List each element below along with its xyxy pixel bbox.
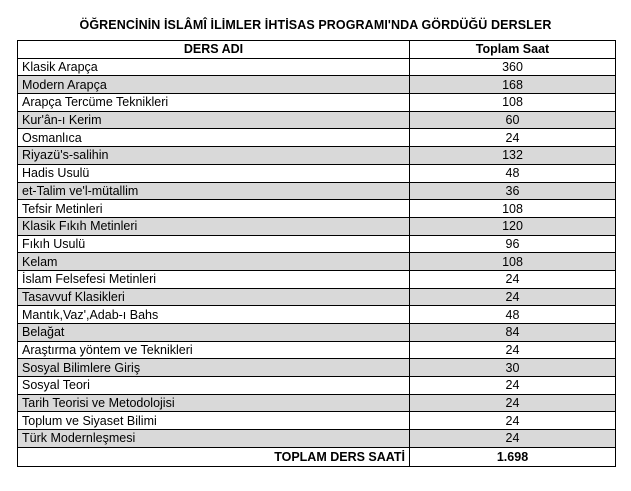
course-hours-cell: 24 [410, 270, 616, 288]
total-hours: 1.698 [410, 447, 616, 466]
table-row [18, 217, 616, 235]
course-hours-cell: 36 [410, 182, 616, 200]
course-name-cell: Klasik Arapça [18, 58, 410, 76]
course-name-cell: Arapça Tercüme Teknikleri [18, 94, 410, 112]
course-name-cell: Riyazü's-salihin [18, 147, 410, 165]
table-row [18, 324, 616, 342]
document-title: ÖĞRENCİNİN İSLÂMÎ İLİMLER İHTİSAS PROGRAMI'NDA GÖRDÜĞÜ DERSLER [79, 18, 552, 32]
course-hours-cell: 108 [410, 200, 616, 218]
table-row [18, 341, 616, 359]
course-hours-cell: 24 [410, 288, 616, 306]
table-row [18, 377, 616, 395]
course-hours-cell: 168 [410, 76, 616, 94]
course-name-cell: Hadis Usulü [18, 164, 410, 182]
course-name-cell: Sosyal Teori [18, 377, 410, 395]
course-name-cell: İslam Felsefesi Metinleri [18, 270, 410, 288]
course-hours-cell: 30 [410, 359, 616, 377]
course-name-cell: Tarih Teorisi ve Metodolojisi [18, 394, 410, 412]
table-row [18, 147, 616, 165]
course-hours-cell: 84 [410, 324, 616, 342]
course-hours-cell: 108 [410, 94, 616, 112]
course-name-cell: Modern Arapça [18, 76, 410, 94]
table-row [18, 111, 616, 129]
course-name-cell: Klasik Fıkıh Metinleri [18, 217, 410, 235]
table-row [18, 394, 616, 412]
course-hours-cell: 48 [410, 164, 616, 182]
table-row [18, 164, 616, 182]
course-hours-cell: 132 [410, 147, 616, 165]
course-name-cell: Kelam [18, 253, 410, 271]
table-row [18, 182, 616, 200]
course-name-cell: Belağat [18, 324, 410, 342]
course-rows [18, 58, 616, 447]
course-hours-cell: 24 [410, 129, 616, 147]
course-hours-cell: 60 [410, 111, 616, 129]
table-row [18, 129, 616, 147]
course-name-cell: Tefsir Metinleri [18, 200, 410, 218]
table-row [18, 235, 616, 253]
table-row [18, 359, 616, 377]
column-header-total-hours: Toplam Saat [410, 41, 616, 59]
course-hours-cell: 24 [410, 377, 616, 395]
course-hours-cell: 24 [410, 341, 616, 359]
table-row [18, 94, 616, 112]
table-row [18, 200, 616, 218]
course-hours-cell: 360 [410, 58, 616, 76]
course-hours-cell: 24 [410, 394, 616, 412]
table-row [18, 412, 616, 430]
table-header-row [18, 41, 616, 59]
table-row [18, 58, 616, 76]
course-hours-cell: 48 [410, 306, 616, 324]
course-name-cell: Kur'ân-ı Kerim [18, 111, 410, 129]
table-row [18, 76, 616, 94]
course-hours-cell: 108 [410, 253, 616, 271]
table-row [18, 270, 616, 288]
course-name-cell: et-Talim ve'l-mütallim [18, 182, 410, 200]
course-hours-cell: 120 [410, 217, 616, 235]
column-header-course-name: DERS ADI [18, 41, 410, 59]
table-row [18, 430, 616, 448]
course-hours-cell: 24 [410, 412, 616, 430]
course-hours-cell: 24 [410, 430, 616, 448]
course-name-cell: Fıkıh Usulü [18, 235, 410, 253]
course-name-cell: Toplum ve Siyaset Bilimi [18, 412, 410, 430]
course-hours-cell: 96 [410, 235, 616, 253]
table-row [18, 306, 616, 324]
course-name-cell: Türk Modernleşmesi [18, 430, 410, 448]
course-name-cell: Sosyal Bilimlere Giriş [18, 359, 410, 377]
table-row [18, 288, 616, 306]
courses-table [17, 40, 616, 467]
total-label: TOPLAM DERS SAATİ [18, 447, 410, 466]
total-row [18, 447, 616, 466]
course-name-cell: Tasavvuf Klasikleri [18, 288, 410, 306]
course-name-cell: Mantık,Vaz',Adab-ı Bahs [18, 306, 410, 324]
table-row [18, 253, 616, 271]
course-name-cell: Araştırma yöntem ve Teknikleri [18, 341, 410, 359]
course-name-cell: Osmanlıca [18, 129, 410, 147]
